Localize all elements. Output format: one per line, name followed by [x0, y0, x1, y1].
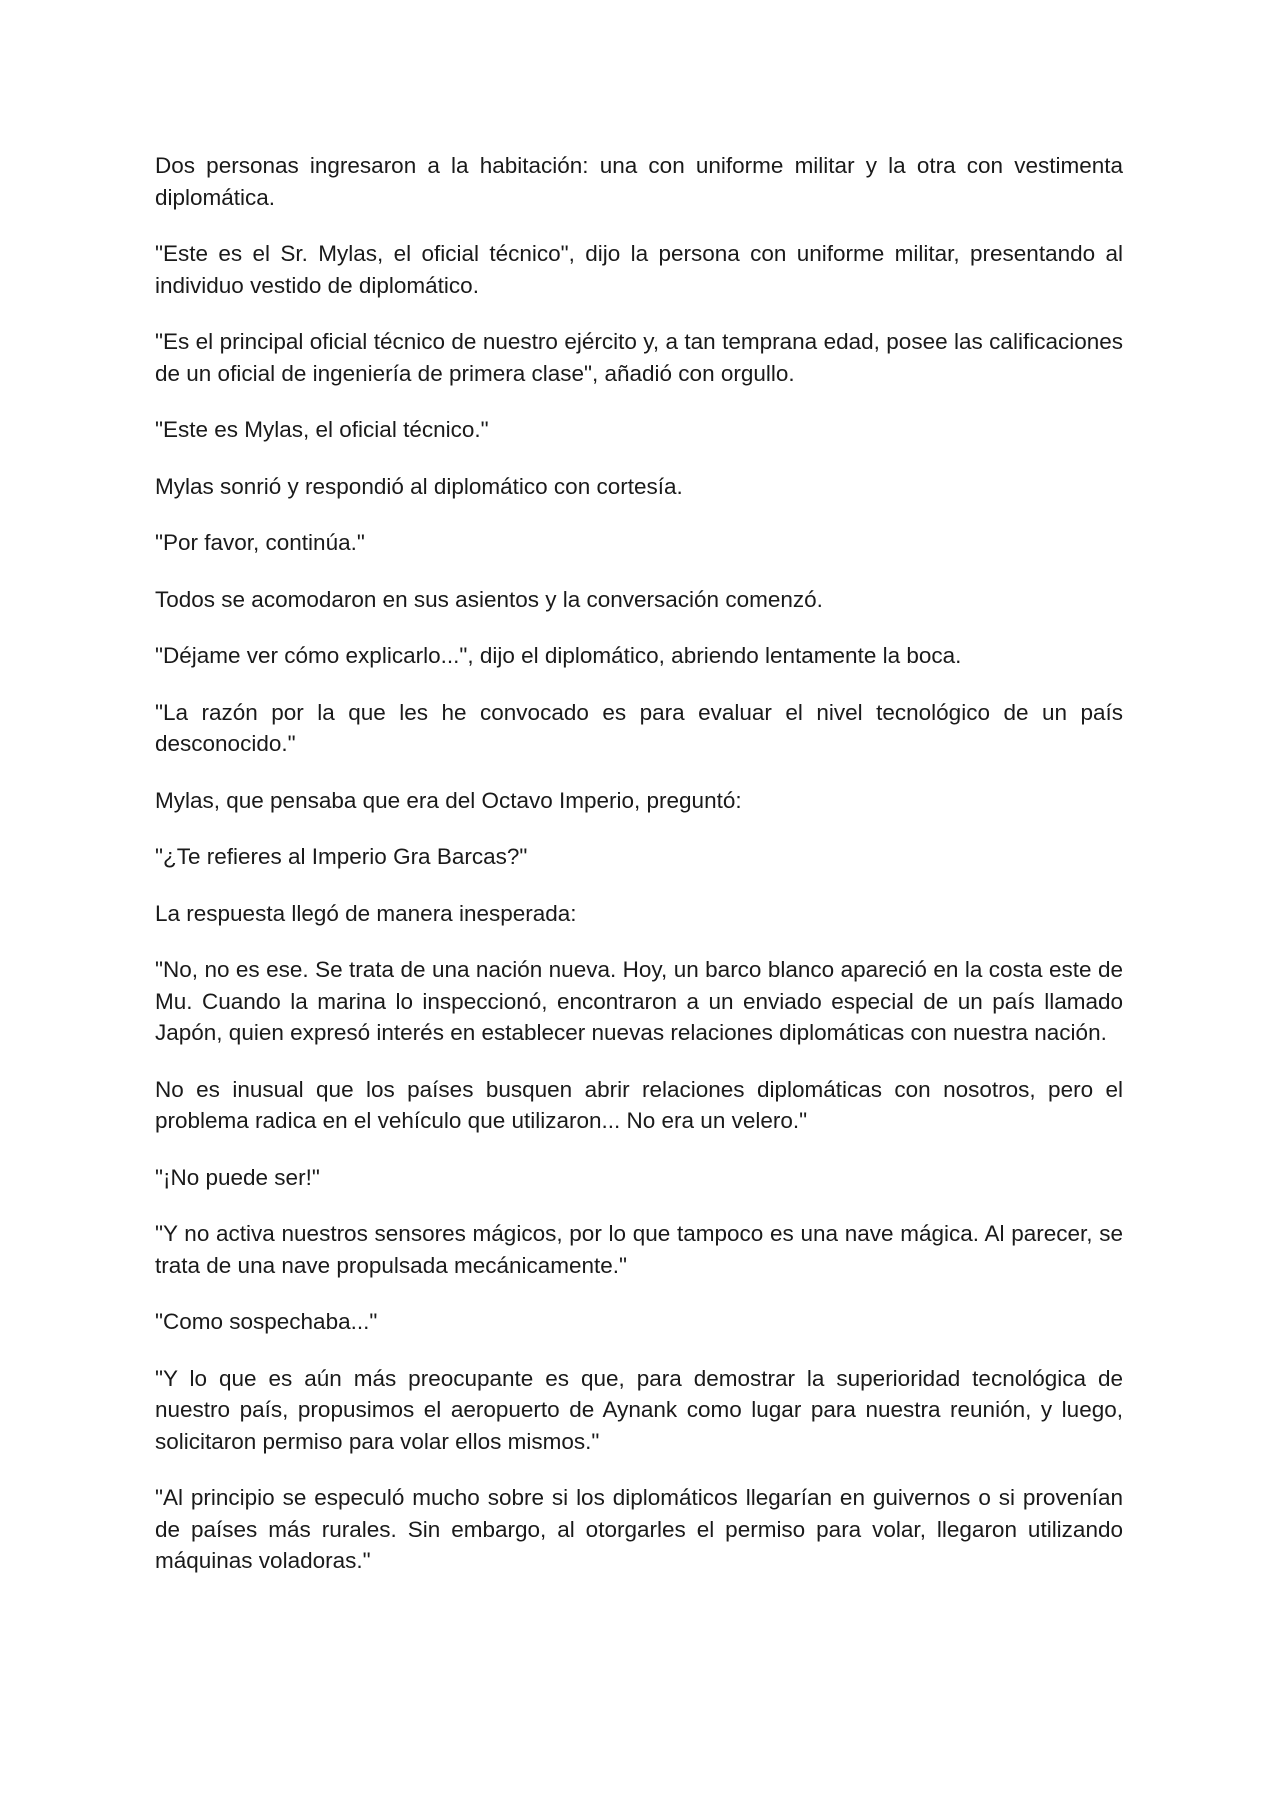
paragraph: "Déjame ver cómo explicarlo...", dijo el diplomático, abriendo lentamente la boca. — [155, 643, 962, 668]
paragraph: Mylas, que pensaba que era del Octavo Imperio, preguntó: — [155, 787, 742, 813]
paragraph: "Por favor, continúa." — [155, 530, 365, 555]
document-page — [155, 150, 1123, 1602]
paragraph: Todos se acomodaron en sus asientos y la conversación comenzó. — [155, 586, 823, 612]
paragraph: "Y no activa nuestros sensores mágicos, por lo que tampoco es una nave mágica. Al parecer, se trata de una nave propulsada mecánicamente." — [155, 1221, 1123, 1278]
paragraph: Mylas sonrió y respondió al diplomático con cortesía. — [155, 473, 683, 499]
paragraph: "La razón por la que les he convocado es para evaluar el nivel tecnológico de un país desconocido." — [155, 699, 1123, 756]
paragraph: Dos personas ingresaron a la habitación: una con uniforme militar y la otra con vestimenta diplomática. — [155, 153, 1123, 210]
paragraph: "Como sospechaba..." — [155, 1309, 378, 1334]
paragraph: "Es el principal oficial técnico de nuestro ejército y, a tan temprana edad, posee las calificaciones de un oficial de ingeniería de primera clase", añadió con orgullo. — [155, 329, 1123, 386]
paragraph: "¡No puede ser!" — [155, 1164, 320, 1190]
paragraph: "Al principio se especuló mucho sobre si los diplomáticos llegarían en guivernos o si provenían de países más rurales. Sin embargo, al otorgarles el permiso para volar, llegaron utilizando máquinas voladoras." — [155, 1485, 1123, 1573]
paragraph: "Este es Mylas, el oficial técnico." — [155, 417, 489, 442]
paragraph: No es inusual que los países busquen abrir relaciones diplomáticas con nosotros, pero el problema radica en el vehículo que utilizaron... No era un velero." — [155, 1076, 1123, 1133]
paragraph: "No, no es ese. Se trata de una nación nueva. Hoy, un barco blanco apareció en la costa este de Mu. Cuando la marina lo inspeccionó, encontraron a un enviado especial de un país llamado Japón, quien expresó interés en establecer nuevas relaciones diplomáticas con nuestra nación. — [155, 957, 1123, 1045]
paragraph: "¿Te refieres al Imperio Gra Barcas?" — [155, 844, 528, 869]
paragraph: "Este es el Sr. Mylas, el oficial técnico", dijo la persona con uniforme militar, presentando al individuo vestido de diplomático. — [155, 241, 1123, 298]
paragraph: "Y lo que es aún más preocupante es que, para demostrar la superioridad tecnológica de nuestro país, propusimos el aeropuerto de Aynank como lugar para nuestra reunión, y luego, solicitaron permiso para volar ellos mismos." — [155, 1365, 1123, 1454]
paragraph: La respuesta llegó de manera inesperada: — [155, 900, 577, 926]
